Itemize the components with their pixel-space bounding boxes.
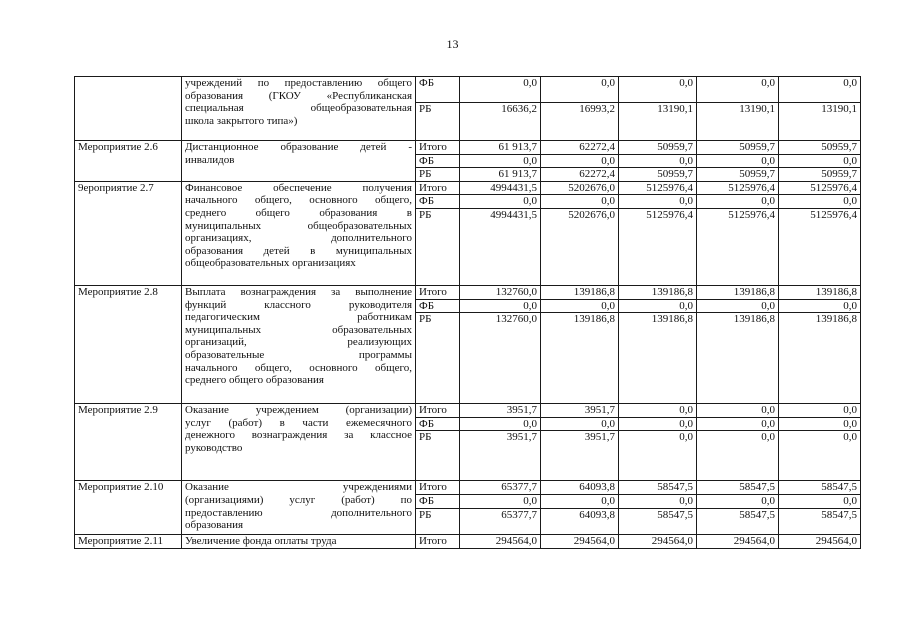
value-cell: 294564,0 (779, 534, 861, 548)
value-cell: 62272,4 (541, 141, 619, 155)
value-cell: 0,0 (460, 417, 541, 431)
value-cell: 0,0 (697, 195, 779, 209)
description-line: Оказание учреждением (организации) (185, 404, 412, 417)
description-line: муниципальных общеобразовательных (185, 219, 412, 232)
description-line: начального общего, основного общего, (185, 194, 412, 207)
value-cell: 61 913,7 (460, 141, 541, 155)
table-row (75, 77, 861, 103)
description-line: (организациями) услуг (работ) по (185, 493, 412, 506)
value-cell: 0,0 (779, 431, 861, 481)
value-cell: 139186,8 (619, 313, 697, 404)
description-line: Оказание учреждениями (185, 481, 412, 494)
description-line: Финансовое обеспечение получения (185, 181, 412, 194)
value-cell: 0,0 (697, 404, 779, 418)
value-cell: 0,0 (460, 494, 541, 508)
value-cell: 0,0 (619, 195, 697, 209)
description-line: школа закрытого типа») (185, 114, 298, 127)
value-cell: 0,0 (541, 494, 619, 508)
value-cell: 0,0 (779, 195, 861, 209)
value-cell: 0,0 (697, 417, 779, 431)
value-cell: 62272,4 (541, 168, 619, 182)
value-cell: 0,0 (779, 77, 861, 103)
value-cell: 4994431,5 (460, 208, 541, 285)
value-cell: 0,0 (697, 299, 779, 313)
funding-source-cell: ФБ (416, 417, 460, 431)
funding-source-cell: Итого (416, 181, 460, 195)
funding-source-cell: ФБ (416, 195, 460, 209)
value-cell: 0,0 (541, 154, 619, 168)
value-cell: 0,0 (619, 299, 697, 313)
value-cell: 3951,7 (541, 431, 619, 481)
description-cell (182, 481, 416, 534)
value-cell: 50959,7 (697, 168, 779, 182)
description-line: образования (ГКОУ «Республиканская (185, 89, 412, 102)
value-cell: 0,0 (619, 431, 697, 481)
value-cell: 5125976,4 (697, 181, 779, 195)
value-cell: 13190,1 (779, 103, 861, 141)
value-cell: 294564,0 (460, 534, 541, 548)
description-cell (182, 404, 416, 481)
value-cell: 0,0 (779, 494, 861, 508)
value-cell: 65377,7 (460, 508, 541, 534)
value-cell: 0,0 (541, 77, 619, 103)
page-number: 13 (446, 37, 459, 51)
value-cell: 0,0 (541, 417, 619, 431)
value-cell: 132760,0 (460, 285, 541, 299)
funding-source-cell: РБ (416, 168, 460, 182)
value-cell: 0,0 (541, 299, 619, 313)
value-cell: 58547,5 (619, 508, 697, 534)
description-line: организациях, дополнительного (185, 232, 412, 245)
description-line: муниципальных образовательных (185, 323, 412, 336)
description-line: учреждений по предоставлению общего (185, 77, 412, 89)
value-cell: 58547,5 (619, 481, 697, 495)
value-cell: 139186,8 (779, 313, 861, 404)
value-cell: 0,0 (779, 299, 861, 313)
value-cell: 58547,5 (779, 508, 861, 534)
table-row (75, 285, 861, 299)
value-cell: 0,0 (779, 417, 861, 431)
measure-cell: Мероприятие 2.10 (75, 481, 182, 534)
table-row (75, 404, 861, 418)
funding-source-cell: ФБ (416, 154, 460, 168)
description-line: Выплата вознаграждения за выполнение (185, 285, 412, 298)
value-cell: 0,0 (619, 417, 697, 431)
value-cell: 5125976,4 (779, 181, 861, 195)
value-cell: 5125976,4 (697, 208, 779, 285)
value-cell: 0,0 (619, 77, 697, 103)
description-line: образовательные программы (185, 348, 412, 361)
description-cell (182, 181, 416, 285)
value-cell: 0,0 (619, 404, 697, 418)
description-line: инвалидов (185, 153, 235, 166)
value-cell: 3951,7 (460, 404, 541, 418)
funding-source-cell: Итого (416, 404, 460, 418)
value-cell: 50959,7 (619, 168, 697, 182)
table-row (75, 181, 861, 195)
value-cell: 0,0 (460, 154, 541, 168)
description-line: Дистанционное образование детей - (185, 141, 412, 153)
description-line: руководство (185, 441, 243, 454)
funding-source-cell: Итого (416, 481, 460, 495)
description-line: предоставлению дополнительного (185, 506, 412, 519)
value-cell: 5125976,4 (619, 208, 697, 285)
value-cell: 64093,8 (541, 481, 619, 495)
funding-source-cell: РБ (416, 508, 460, 534)
value-cell: 3951,7 (541, 404, 619, 418)
value-cell: 50959,7 (697, 141, 779, 155)
value-cell: 0,0 (697, 77, 779, 103)
value-cell: 0,0 (697, 431, 779, 481)
value-cell: 13190,1 (697, 103, 779, 141)
value-cell: 3951,7 (460, 431, 541, 481)
value-cell: 4994431,5 (460, 181, 541, 195)
value-cell: 16993,2 (541, 103, 619, 141)
value-cell: 294564,0 (697, 534, 779, 548)
value-cell: 132760,0 (460, 313, 541, 404)
measure-cell: Мероприятие 2.11 (75, 534, 182, 548)
value-cell: 5125976,4 (779, 208, 861, 285)
description-line: среднего общего образования (185, 374, 324, 387)
measure-cell: 9ероприятие 2.7 (75, 181, 182, 285)
value-cell: 294564,0 (619, 534, 697, 548)
value-cell: 139186,8 (541, 285, 619, 299)
value-cell: 0,0 (619, 494, 697, 508)
value-cell: 0,0 (697, 154, 779, 168)
value-cell: 64093,8 (541, 508, 619, 534)
value-cell: 0,0 (619, 154, 697, 168)
value-cell: 61 913,7 (460, 168, 541, 182)
description-line: функций классного руководителя (185, 298, 412, 311)
funding-source-cell: Итого (416, 141, 460, 155)
value-cell: 139186,8 (697, 313, 779, 404)
value-cell: 50959,7 (779, 168, 861, 182)
measure-cell: Мероприятие 2.9 (75, 404, 182, 481)
value-cell: 5125976,4 (619, 181, 697, 195)
value-cell: 139186,8 (697, 285, 779, 299)
budget-table (74, 76, 861, 549)
description-line: среднего общего образования в (185, 206, 412, 219)
funding-source-cell: ФБ (416, 494, 460, 508)
description-line: денежного вознаграждения за классное (185, 429, 412, 442)
value-cell: 13190,1 (619, 103, 697, 141)
description-line: образования (185, 519, 244, 532)
measure-cell: Мероприятие 2.6 (75, 141, 182, 182)
table-row (75, 481, 861, 495)
table-row (75, 534, 861, 548)
value-cell: 65377,7 (460, 481, 541, 495)
description-line: педагогическим работникам (185, 311, 412, 324)
value-cell: 139186,8 (619, 285, 697, 299)
funding-source-cell: РБ (416, 431, 460, 481)
funding-source-cell: РБ (416, 208, 460, 285)
value-cell: 0,0 (460, 299, 541, 313)
description-line: начального общего, основного общего, (185, 361, 412, 374)
value-cell: 58547,5 (779, 481, 861, 495)
value-cell: 0,0 (697, 494, 779, 508)
funding-source-cell: ФБ (416, 77, 460, 103)
funding-source-cell: ФБ (416, 299, 460, 313)
value-cell: 0,0 (460, 195, 541, 209)
description-line: Увеличение фонда оплаты труда (185, 534, 337, 547)
value-cell: 0,0 (779, 154, 861, 168)
value-cell: 58547,5 (697, 481, 779, 495)
description-cell (182, 285, 416, 403)
value-cell: 50959,7 (619, 141, 697, 155)
value-cell: 5202676,0 (541, 181, 619, 195)
funding-source-cell: Итого (416, 534, 460, 548)
description-cell (182, 77, 416, 141)
description-line: общеобразовательных организациях (185, 257, 356, 270)
funding-source-cell: РБ (416, 313, 460, 404)
value-cell: 16636,2 (460, 103, 541, 141)
measure-cell (75, 77, 182, 141)
value-cell: 139186,8 (779, 285, 861, 299)
funding-source-cell: Итого (416, 285, 460, 299)
description-line: образования детей в муниципальных (185, 244, 412, 257)
description-cell (182, 534, 416, 548)
description-line: услуг (работ) в части ежемесячного (185, 416, 412, 429)
value-cell: 0,0 (460, 77, 541, 103)
funding-source-cell: РБ (416, 103, 460, 141)
measure-cell: Мероприятие 2.8 (75, 285, 182, 403)
value-cell: 5202676,0 (541, 208, 619, 285)
description-line: организаций, реализующих (185, 336, 412, 349)
value-cell: 294564,0 (541, 534, 619, 548)
value-cell: 58547,5 (697, 508, 779, 534)
value-cell: 139186,8 (541, 313, 619, 404)
value-cell: 0,0 (779, 404, 861, 418)
value-cell: 50959,7 (779, 141, 861, 155)
description-line: специальная общеобразовательная (185, 102, 412, 115)
description-cell (182, 141, 416, 182)
table-row (75, 141, 861, 155)
value-cell: 0,0 (541, 195, 619, 209)
